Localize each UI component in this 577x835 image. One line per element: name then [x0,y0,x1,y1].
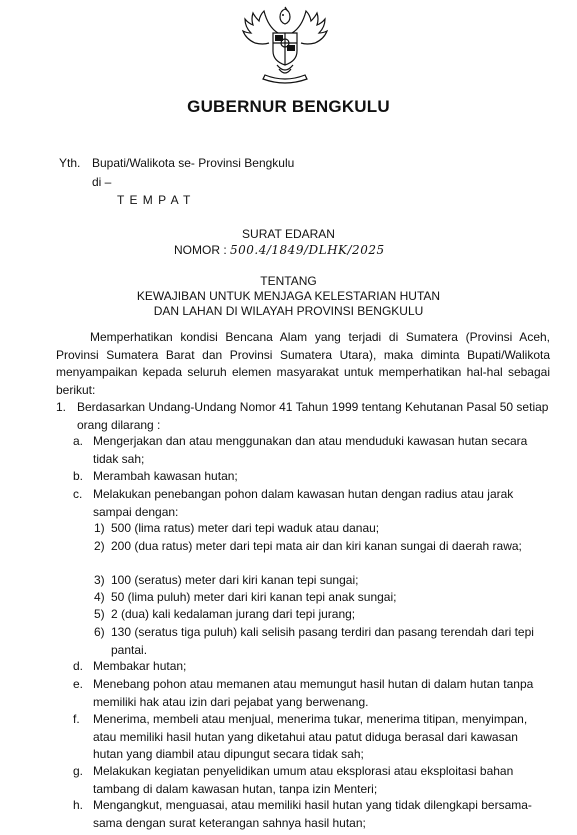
list-item: c. Melakukan penebangan pohon dalam kawasan hutan dengan radius atau jarak sampai dengan: [73,487,514,519]
list-item: g. Melakukan kegiatan penyelidikan umum atau eksplorasi atau eksploitasi bahan tambang di dalam kawasan hutan, tanpa izin Menteri; [73,764,514,796]
letter-type: SURAT EDARAN [242,227,335,241]
point-1-label: 1. [56,400,67,414]
list-item: f. Menerima, membeli atau menjual, menerima tukar, menerima titipan, menyimpan, atau memiliki hasil hutan yang diketahui atau patut diduga berasal dari kawasan hutan yang diambil atau dipungut secara tidak sah; [73,712,528,761]
tentang-label: TENTANG [260,274,317,288]
point-1-text: Berdasarkan Undang-Undang Nomor 41 Tahun 1999 tentang Kehutanan Pasal 50 setiap orang dilarang : [77,400,549,432]
point-1 [56,399,550,434]
sub-list-item: 5) 2 (dua) kali kedalaman jurang dari tepi jurang; [94,607,356,621]
intro-paragraph: Memperhatikan kondisi Bencana Alam yang terjadi di Sumatera (Provinsi Aceh, Provinsi Sumatera Barat dan Provinsi Sumatera Utara), maka diminta Bupati/Walikota menyampaikan kepada seluruh elemen masyarakat untuk memperhatikan hal-hal sebagai berikut: [56,330,550,397]
yth-label: Yth. [59,156,81,170]
nomor-value: 500.4/1849/DLHK/2025 [230,243,385,257]
list-item: a. Mengerjakan dan atau menggunakan dan atau menduduki kawasan hutan secara tidak sah; [73,434,528,466]
garuda-emblem-icon [235,3,335,89]
subject-line-2: DAN LAHAN DI WILAYAH PROVINSI BENGKULU [153,304,424,318]
nomor-line [174,243,385,257]
subject-line-1: KEWAJIBAN UNTUK MENJAGA KELESTARIAN HUTAN [136,289,441,303]
page-title: GUBERNUR BENGKULU [187,97,390,116]
list-item: d. Membakar hutan; [73,659,187,673]
list-item: h. Mengangkut, menguasai, atau memiliki hasil hutan yang tidak dilengkapi bersama-sama dengan surat keterangan sahnya hasil hutan; [73,798,532,830]
di-label: di – [92,175,112,189]
sub-list-item: 6) 130 (seratus tiga puluh) kali selisih pasang terdiri dan pasang terendah dari tepi pantai. [94,625,534,657]
sub-list-item: 2) 200 (dua ratus) meter dari tepi mata air dan kiri kanan sungai di daerah rawa; [94,539,522,553]
recipient-text: Bupati/Walikota se- Provinsi Bengkulu [92,156,295,170]
tempat-text: T E M P A T [117,193,192,207]
sub-list-item: 1) 500 (lima ratus) meter dari tepi waduk atau danau; [94,521,380,535]
sub-list-item: 3) 100 (seratus) meter dari kiri kanan tepi sungai; [94,573,359,587]
list-item: e. Menebang pohon atau memanen atau memungut hasil hutan di dalam hutan tanpa memiliki hak atau izin dari pejabat yang berwenang. [73,677,534,709]
list-item: b. Merambah kawasan hutan; [73,469,238,483]
nomor-label: NOMOR : [174,243,227,257]
sub-list-item: 4) 50 (lima puluh) meter dari kiri kanan tepi anak sungai; [94,590,397,604]
